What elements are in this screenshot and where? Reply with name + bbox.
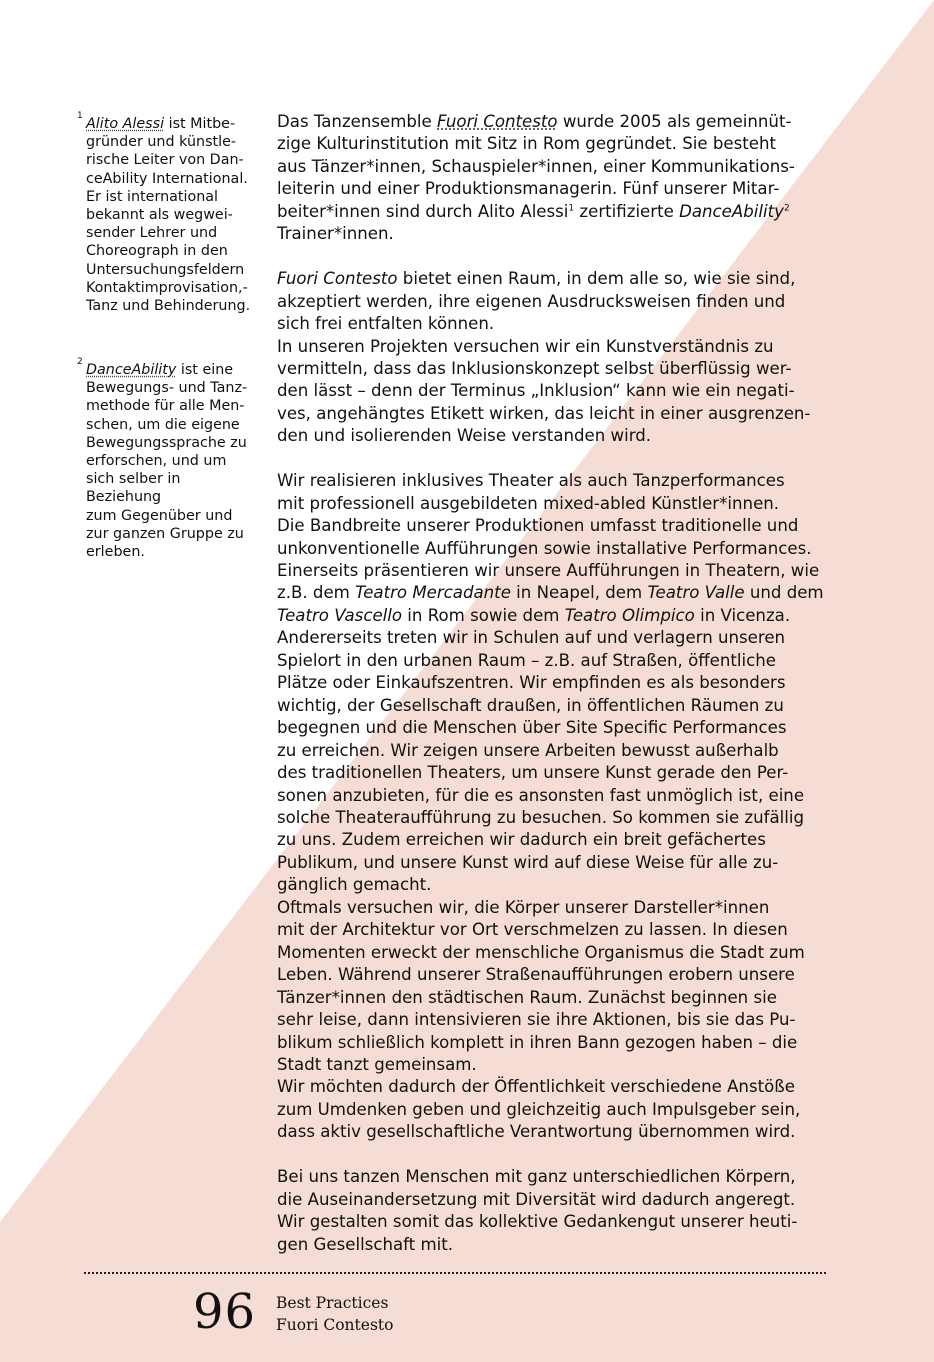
sidenote-2-term: DanceAbility bbox=[86, 362, 177, 378]
paragraph-space bbox=[277, 268, 827, 335]
text-run: bietet einen Raum, in dem alle so, wie sie sind, akzeptiert werden, ihre eigenen Ausdrucksweisen finden und sich frei entfalten können. bbox=[277, 269, 796, 334]
paragraph-inclusion: In unseren Projekten versuchen wir ein Kunstverständnis zu vermitteln, dass das Inklusionskonzept selbst überflüssig wer- den lässt – denn der Terminus „Inklusion“ kann wie ein negati- ves, angehängtes Etikett wirken, das leicht in einer ausgrenzen- den und isolierenden Weise verstanden wird. bbox=[277, 336, 811, 446]
sidenote-2 bbox=[77, 357, 259, 561]
venue-name: Teatro Valle bbox=[647, 583, 745, 603]
footnote-ref-1: 1 bbox=[568, 203, 575, 214]
text-run: Das Tanzensemble bbox=[277, 112, 438, 131]
sidenote-1-term: Alito Alessi bbox=[86, 116, 165, 132]
page-number: 96 bbox=[193, 1284, 257, 1340]
sidenote-1-text: ist Mitbe- gründer und künstle- rische Leiter von Dan- ceAbility International. Er ist international bekannt als wegwei- sender Lehrer und Choreograph in den Untersuchungsfeldern Kontaktimprovisation,- Tanz und Behinderung. bbox=[86, 116, 251, 315]
footer-divider bbox=[84, 1272, 826, 1274]
paragraph-architecture: Oftmals versuchen wir, die Körper unserer Darsteller*innen mit der Architektur vor Ort verschmelzen zu lassen. In diesen Momenten erweckt der menschliche Organismus die Stadt zum Leben. Während unserer Straßenaufführungen erobern unsere Tänzer*innen den städtischen Raum. Zunächst beginnen sie sehr leise, dann intensivieren sie ihre Aktionen, bis sie das Pu- blikum schließlich komplett in ihren Bann gezogen haben – die Stadt tanzt gemeinsam. bbox=[277, 897, 805, 1074]
text-run: in Vicenza. Andererseits treten wir in Schulen auf und verlagern unseren Spielort in den urbanen Raum – z.B. auf Straßen, öffentliche Plätze oder Einkaufszentren. Wir empfinden es als besonders wichtig, der Gesellschaft draußen, in öffentlichen Räumen zu begegnen und die Menschen über Site Specific Performances zu erreichen. Wir zeigen unsere Arbeiten bewusst außerhalb des traditionellen Theaters, um unsere Kunst gerade den Per- sonen anzubieten, für die es ansonsten fast unmöglich ist, eine solche Theateraufführung zu besuchen. So kommen sie zufällig zu uns. Zudem erreichen wir dadurch ein breit gefächertes Publikum, und unsere Kunst wird auf diese Weise für alle zu- gänglich gemacht. bbox=[277, 605, 805, 895]
sidenote-1-marker: 1 bbox=[77, 111, 83, 121]
section-title: Best Practices bbox=[276, 1294, 389, 1312]
text-run: zertifizierte bbox=[574, 201, 680, 221]
venue-name: Teatro Olimpico bbox=[564, 605, 695, 625]
venue-name: Teatro Mercadante bbox=[355, 583, 511, 603]
sidenote-2-marker: 2 bbox=[77, 357, 83, 367]
running-footer bbox=[276, 1292, 393, 1336]
text-run: wurde 2005 als gemeinnüt- zige Kulturinstitution mit Sitz in Rom gegründet. Sie besteht aus Tänzer*innen, Schauspieler*innen, einer Kommunikations- leiterin und einer Produktionsmanagerin. Fünf unserer Mitar- beiter*innen sind durch Alito Alessi bbox=[277, 112, 795, 221]
text-run: und dem bbox=[749, 583, 824, 603]
main-text bbox=[277, 111, 827, 1256]
text-run: in Rom sowie dem bbox=[402, 605, 565, 625]
venue-name: Teatro Vascello bbox=[277, 605, 403, 625]
paragraph-theater: Wir realisieren inklusives Theater als auch Tanzperformances mit professionell ausgebildeten mixed-abled Künstler*innen. bbox=[277, 471, 785, 513]
paragraph-productions bbox=[277, 515, 827, 897]
paragraph-impulses: Wir möchten dadurch der Öffentlichkeit verschiedene Anstöße zum Umdenken geben und gleichzeitig auch Impulsgeber sein, dass aktiv gesellschaftliche Verantwortung übernommen wird. bbox=[277, 1077, 801, 1142]
footnote-ref-2: 2 bbox=[783, 203, 790, 214]
ensemble-name: Fuori Contesto bbox=[277, 269, 398, 289]
sidenote-1 bbox=[77, 111, 259, 315]
paragraph-diversity: Bei uns tanzen Menschen mit ganz unterschiedlichen Körpern, die Auseinandersetzung mit Diversität wird dadurch angeregt. Wir gestalten somit das kollektive Gedankengut unserer heuti- gen Gesellschaft mit. bbox=[277, 1167, 798, 1254]
text-run: in Neapel, dem bbox=[510, 583, 648, 603]
sidenote-2-text: ist eine Bewegungs- und Tanz- methode für alle Men- schen, um die eigene Bewegungssprache zu erforschen, und um sich selber in Beziehung zum Gegenüber und zur ganzen Gruppe zu erleben. bbox=[86, 362, 248, 561]
text-run: Trainer*innen. bbox=[277, 224, 394, 244]
paragraph-intro bbox=[277, 111, 827, 246]
method-name: DanceAbility bbox=[679, 201, 784, 221]
text-run: Die Bandbreite unserer Produktionen umfasst traditionelle und unkonventionelle Aufführungen sowie installative Performances. Einerseits präsentieren wir unsere Aufführungen in Theatern, wie z.B. dem bbox=[277, 516, 820, 603]
subsection-title: Fuori Contesto bbox=[276, 1316, 394, 1334]
ensemble-name: Fuori Contesto bbox=[437, 112, 558, 131]
